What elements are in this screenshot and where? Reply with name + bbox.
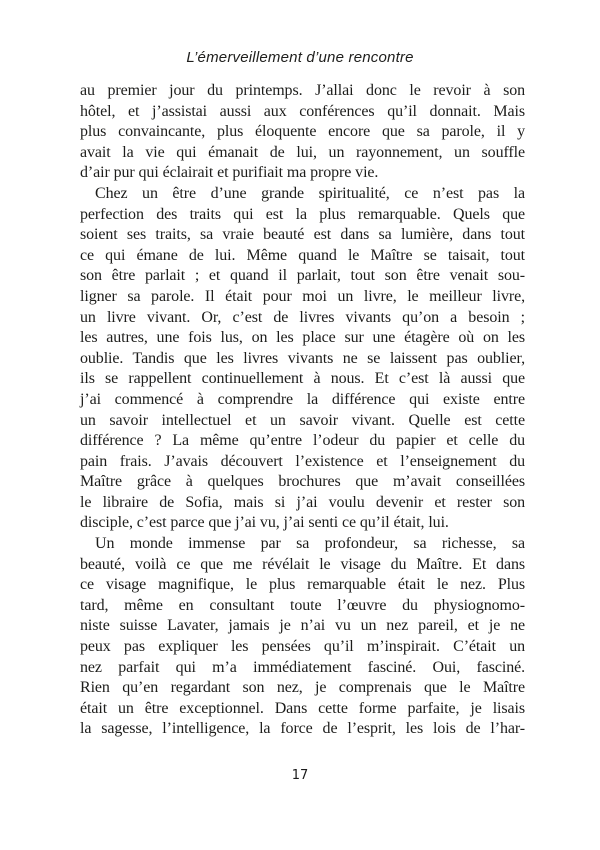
text-line: avait la vie qui émanait de lui, un rayonnement, un souffle: [80, 143, 525, 161]
text-line: pain frais. J’avais découvert l’existence et l’enseignement du: [80, 452, 525, 470]
text-line: hôtel, et j’assistai aussi aux conférences qu’il donnait. Mais: [80, 102, 525, 120]
text-line: un livre vivant. Or, c’est de livres vivants qu’on a besoin ;: [80, 308, 525, 326]
text-line: nez parfait qui m’a immédiatement fasciné. Oui, fasciné.: [80, 658, 525, 676]
text-line: tard, même en consultant toute l’œuvre du physiognomo-: [80, 596, 525, 614]
text-line: soient ses traits, sa vraie beauté est dans sa lumière, dans tout: [80, 226, 525, 244]
text-line: différence ? La même qu’entre l’odeur du papier et celle du: [80, 432, 525, 450]
text-line: un savoir intellectuel et un savoir vivant. Quelle est cette: [80, 411, 525, 429]
paragraph: [80, 81, 525, 184]
text-line: Un monde immense par sa profondeur, sa richesse, sa: [95, 535, 525, 553]
text-line: perfection des traits qui est la plus remarquable. Quels que: [80, 205, 525, 223]
text-line: Chez un être d’une grande spiritualité, ce n’est pas la: [95, 184, 525, 202]
body-text-block: [80, 81, 525, 740]
text-line: disciple, c’est parce que j’ai vu, j’ai senti ce qu’il était, lui.: [80, 514, 449, 532]
running-header: L’émerveillement d’une rencontre: [186, 49, 414, 66]
text-line: ligner sa parole. Il était pour moi un livre, le meilleur livre,: [80, 287, 525, 305]
text-line: j’ai commencé à comprendre la différence qui existe entre: [80, 390, 525, 408]
text-line: d’air pur qui éclairait et purifiait ma propre vie.: [80, 164, 379, 182]
paragraph: [80, 184, 525, 534]
text-line: le libraire de Sofia, mais si j’ai voulu devenir et rester son: [80, 493, 525, 511]
text-line: au premier jour du printemps. J’allai donc le revoir à son: [80, 82, 525, 99]
text-line: Rien qu’en regardant son nez, je comprenais que le Maître: [80, 679, 525, 697]
text-line: ce visage magnifique, le plus remarquable était le nez. Plus: [80, 576, 525, 594]
paragraph: [80, 534, 525, 740]
text-line: Maître grâce à quelques brochures que m’avait conseillées: [80, 473, 525, 491]
text-line: ce qui émane de lui. Même quand le Maître se taisait, tout: [80, 246, 525, 264]
text-line: la sagesse, l’intelligence, la force de l’esprit, les lois de l’har-: [80, 720, 525, 738]
text-line: beauté, voilà ce que me révélait le visage du Maître. Et dans: [80, 555, 525, 573]
text-line: les autres, une fois lus, on les place sur une étagère où on les: [80, 329, 525, 347]
text-line: peux pas expliquer les pensées qu’il m’inspirait. C’était un: [80, 638, 525, 656]
text-line: ils se rappellent continuellement à nous. Et c’est là aussi que: [80, 370, 525, 388]
text-line: était un être exceptionnel. Dans cette forme parfaite, je lisais: [80, 699, 525, 717]
text-line: oublie. Tandis que les livres vivants ne se laissent pas oublier,: [80, 349, 525, 367]
text-line: son être parlait ; et quand il parlait, tout son être venait sou-: [80, 267, 525, 285]
text-line: plus convaincante, plus éloquente encore que sa parole, il y: [80, 123, 525, 141]
text-line: niste suisse Lavater, jamais je n’ai vu un nez pareil, et je ne: [80, 617, 525, 635]
page-number: 17: [291, 768, 309, 783]
